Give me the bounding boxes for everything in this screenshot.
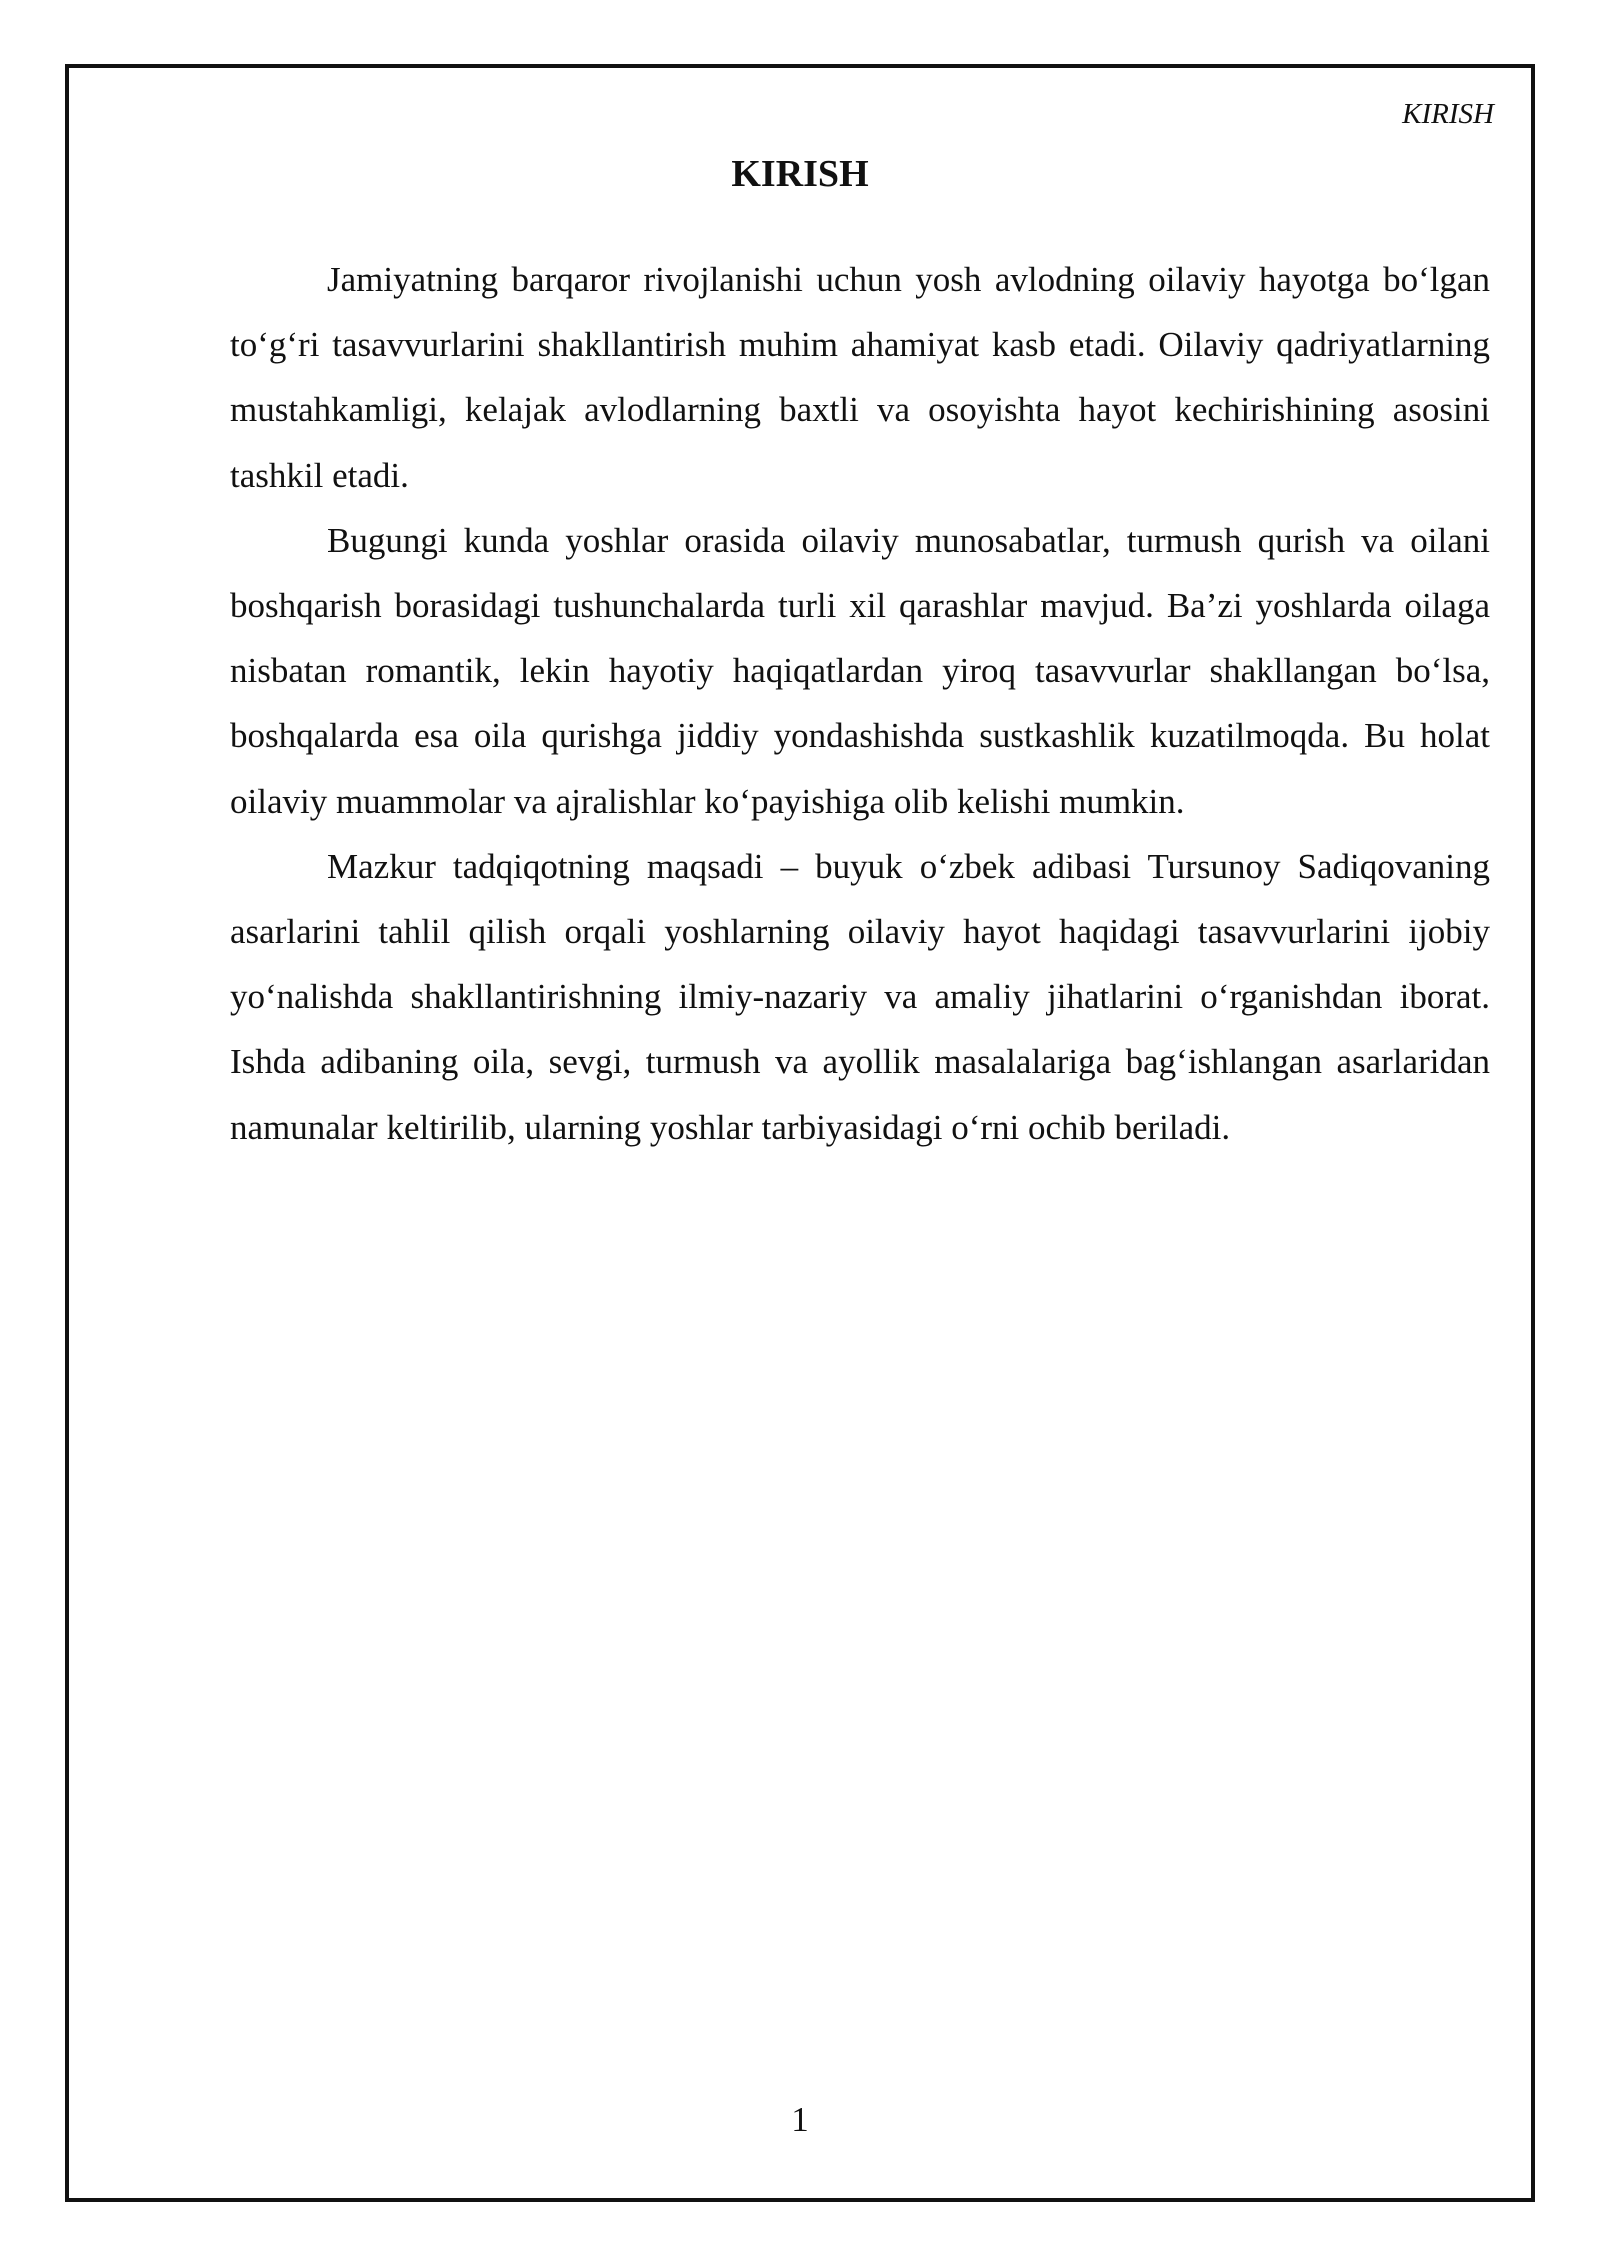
running-header: KIRISH [1402,98,1494,130]
page-title: KIRISH [731,153,869,195]
paragraph-2: Bugungi kunda yoshlar orasida oilaviy munosabatlar, turmush qurish va oilani boshqarish borasidagi tushunchalarda turli xil qarashlar mavjud. Ba’zi yoshlarda oilaga nisbatan romantik, lekin hayotiy haqiqatlardan yiroq tasavvurlar shakllangan bo‘lsa, boshqalarda esa oila qurishga jiddiy yondashishda sustkashlik kuzatilmoqda. Bu holat oilaviy muammolar va ajralishlar ko‘payishiga olib kelishi mumkin. [230,520,1490,821]
paragraph-1: Jamiyatning barqaror rivojlanishi uchun yosh avlodning oilaviy hayotga bo‘lgan to‘g‘ri tasavvurlarini shakllantirish muhim ahamiyat kasb etadi. Oilaviy qadriyatlarning mustahkamligi, kelajak avlodlarning baxtli va osoyishta hayot kechirishining asosini tashkil etadi. [230,260,1490,495]
page-number: 1 [791,2100,809,2139]
body-text [230,247,1490,1160]
paragraph-3: Mazkur tadqiqotning maqsadi – buyuk o‘zbek adibasi Tursunoy Sadiqovaning asarlarini tahlil qilish orqali yoshlarning oilaviy hayot haqidagi tasavvurlarini ijobiy yo‘nalishda shakllantirishning ilmiy-nazariy va amaliy jihatlarini o‘rganishdan iborat. Ishda adibaning oila, sevgi, turmush va ayollik masalalariga bag‘ishlangan asarlaridan namunalar keltirilib, ularning yoshlar tarbiyasidagi o‘rni ochib beriladi. [230,846,1490,1147]
